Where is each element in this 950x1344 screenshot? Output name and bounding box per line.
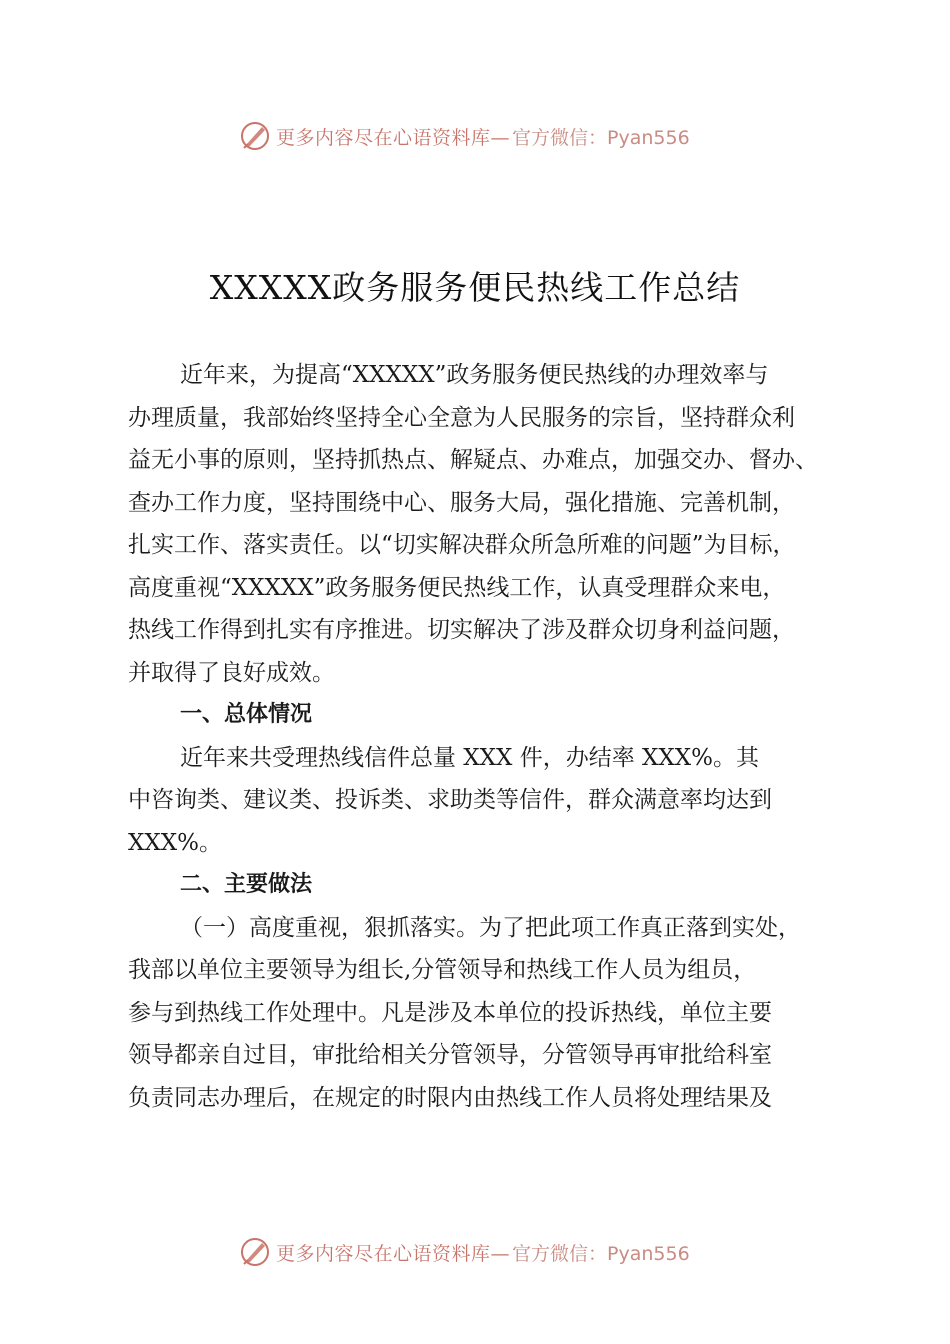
watermark-header <box>238 118 758 154</box>
watermark-footer <box>238 1234 758 1270</box>
paragraph-line: 益无小事的原则，坚持抓热点、解疑点、办难点，加强交办、督办、 <box>128 447 818 473</box>
paragraph-line: 近年来共受理热线信件总量 XXX 件，办结率 XXX%。其 <box>180 744 760 771</box>
document-title: XXXXX政务服务便民热线工作总结 <box>209 268 741 307</box>
paragraph-line: 负责同志办理后，在规定的时限内由热线工作人员将处理结果及 <box>128 1084 772 1111</box>
paragraph-line: （一）高度重视，狠抓落实。为了把此项工作真正落到实处， <box>180 914 801 941</box>
paragraph-line: XXX%。 <box>128 829 222 856</box>
paragraph-line: 中咨询类、建议类、投诉类、求助类等信件，群众满意率均达到 <box>128 787 772 813</box>
watermark-text: 更多内容尽在心语资料库— <box>276 1242 511 1265</box>
quill-logo-icon <box>238 1235 272 1269</box>
watermark-text: 更多内容尽在心语资料库— <box>276 126 511 149</box>
paragraph-line: 并取得了良好成效。 <box>128 659 335 686</box>
paragraph-line: 高度重视“XXXXX”政务服务便民热线工作，认真受理群众来电， <box>128 574 786 601</box>
section-heading: 二、主要做法 <box>180 872 313 897</box>
paragraph-line: 扎实工作、落实责任。以“切实解决群众所急所难的问题”为目标， <box>128 532 796 558</box>
section-heading: 一、总体情况 <box>180 702 313 727</box>
watermark-wechat: 官方微信：Pyan556 <box>512 1242 690 1265</box>
quill-logo-icon <box>238 119 272 153</box>
paragraph-line: 参与到热线工作处理中。凡是涉及本单位的投诉热线，单位主要 <box>128 999 772 1026</box>
paragraph-line: 近年来，为提高“XXXXX”政务服务便民热线的办理效率与 <box>180 362 769 388</box>
paragraph-line: 办理质量，我部始终坚持全心全意为人民服务的宗旨，坚持群众利 <box>128 404 795 431</box>
paragraph-line: 查办工作力度，坚持围绕中心、服务大局，强化措施、完善机制， <box>128 489 795 516</box>
paragraph-line: 我部以单位主要领导为组长,分管领导和热线工作人员为组员， <box>128 957 757 983</box>
document-body <box>128 354 868 1119</box>
paragraph-line: 热线工作得到扎实有序推进。切实解决了涉及群众切身利益问题， <box>128 617 795 643</box>
paragraph-line: 领导都亲自过目，审批给相关分管领导，分管领导再审批给科室 <box>128 1042 772 1068</box>
watermark-wechat: 官方微信：Pyan556 <box>512 126 690 149</box>
